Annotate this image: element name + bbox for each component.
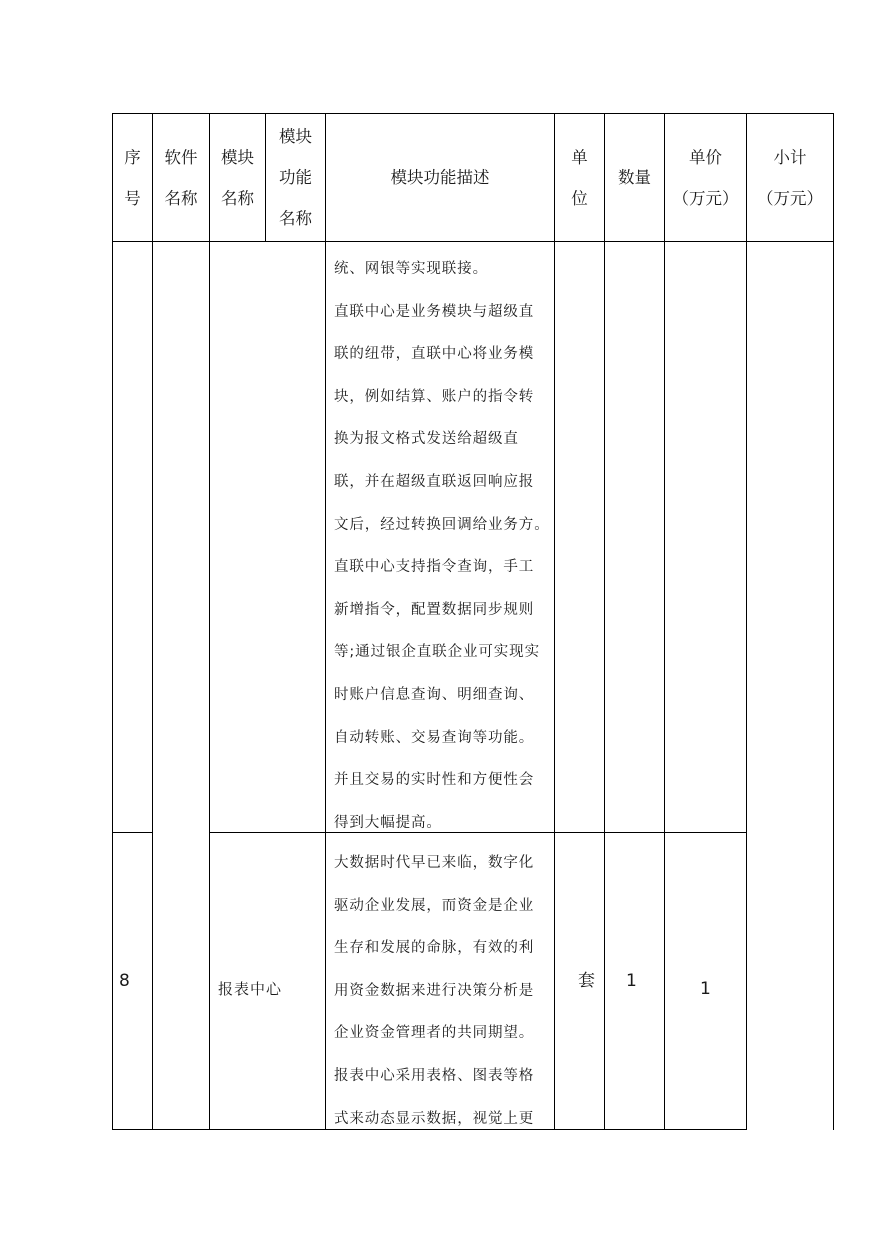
header-function-line1: 模块 [279, 127, 312, 146]
header-subtotal [747, 114, 833, 241]
description-line: 企业资金管理者的共同期望。 [334, 1025, 535, 1042]
col-divider-description [554, 113, 555, 1130]
header-price-line2: （万元） [672, 188, 739, 208]
header-quantity-text: 数量 [618, 168, 651, 187]
row8-top-border [112, 832, 152, 833]
row8-description [334, 842, 548, 1140]
description-line: 得到大幅提高。 [334, 814, 442, 831]
header-description-text: 模块功能描述 [390, 168, 490, 187]
row8-unit-price: 1 [700, 979, 711, 999]
row8-seq: 8 [119, 971, 130, 991]
description-line: 驱动企业发展，而资金是企业 [334, 897, 535, 914]
header-unit-price [665, 114, 746, 241]
description-line: 用资金数据来进行决策分析是 [334, 982, 535, 999]
description-line: 等;通过银企直联企业可实现实 [334, 644, 540, 661]
description-line: 式来动态显示数据，视觉上更 [334, 1110, 535, 1127]
header-seq [113, 114, 152, 241]
description-line: 报表中心采用表格、图表等格 [334, 1067, 535, 1084]
description-line: 并且交易的实时性和方便性会 [334, 772, 535, 789]
header-software-name [153, 114, 209, 241]
description-line: 新增指令，配置数据同步规则 [334, 601, 535, 618]
row8-module-name: 报表中心 [218, 980, 283, 998]
header-software-line2: 名称 [164, 188, 198, 208]
description-line: 文后，经过转换回调给业务方。 [334, 516, 550, 533]
header-price-line1: 单价 [689, 147, 722, 167]
header-module-line2: 名称 [221, 188, 254, 208]
col-divider-function [325, 113, 326, 1130]
header-unit [555, 114, 604, 241]
description-line: 换为报文格式发送给超级直 [334, 431, 519, 448]
description-line: 联，并在超级直联返回响应报 [334, 473, 535, 490]
header-quantity [605, 114, 664, 241]
row8-quantity: 1 [626, 971, 637, 991]
col-divider-seq [152, 113, 153, 1130]
header-seq-line2: 号 [124, 188, 141, 208]
table-left-border [112, 113, 113, 1130]
description-line: 直联中心是业务模块与超级直 [334, 303, 535, 320]
col-divider-quantity [664, 113, 665, 1130]
description-line: 时账户信息查询、明细查询、 [334, 686, 535, 703]
description-line: 自动转账、交易查询等功能。 [334, 729, 535, 746]
row8-unit: 套 [578, 971, 595, 991]
description-line: 统、网银等实现联接。 [334, 261, 488, 277]
table-right-border [833, 113, 834, 1130]
description-line: 联的纽带，直联中心将业务模 [334, 346, 535, 363]
header-module-line1: 模块 [221, 147, 254, 167]
header-module-function-name [266, 114, 325, 241]
description-line: 块，例如结算、账户的指令转 [334, 388, 535, 405]
description-line: 大数据时代早已来临，数字化 [334, 855, 535, 871]
header-function-line3: 名称 [279, 209, 312, 228]
header-software-line1: 软件 [164, 147, 198, 167]
prev-row-description [334, 248, 548, 844]
header-module-name [210, 114, 265, 241]
header-function-line2: 功能 [279, 168, 312, 187]
header-seq-line1: 序 [124, 147, 141, 167]
col-divider-price [746, 113, 747, 1130]
header-subtotal-line2: （万元） [757, 188, 823, 208]
col-divider-software [209, 113, 210, 1130]
description-line: 直联中心支持指令查询，手工 [334, 559, 535, 576]
col-divider-unit [604, 113, 605, 1130]
description-line: 生存和发展的命脉，有效的利 [334, 940, 535, 957]
header-unit-line2: 位 [571, 188, 588, 208]
header-subtotal-line1: 小计 [773, 147, 807, 167]
header-unit-line1: 单 [571, 147, 588, 167]
header-bottom-border [112, 241, 834, 242]
header-description [326, 114, 554, 241]
